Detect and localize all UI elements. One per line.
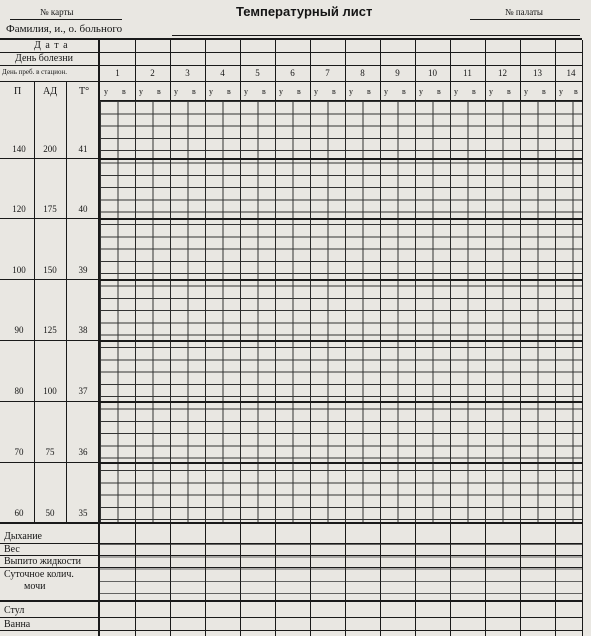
weight-label: Вес (4, 544, 20, 555)
pulse-header: П (14, 86, 22, 97)
respiration-label: Дыхание (4, 531, 42, 542)
card-number-line (10, 19, 122, 20)
bp-125: 125 (43, 325, 57, 335)
row-line-urine (0, 600, 582, 602)
day-6: 6 (290, 68, 295, 78)
bp-200: 200 (43, 144, 57, 154)
shift-evening: в (437, 87, 441, 96)
bp-75: 75 (45, 447, 55, 457)
shift-morning: у (419, 87, 423, 96)
grid-major-2 (100, 218, 582, 220)
shift-morning: у (139, 87, 143, 96)
shift-morning: у (384, 87, 388, 96)
scale-divider-3 (0, 279, 98, 280)
patient-name-line (172, 35, 580, 36)
day-4: 4 (220, 68, 225, 78)
pulse-60: 60 (14, 508, 24, 518)
day-5: 5 (255, 68, 260, 78)
day-14: 14 (566, 68, 576, 78)
bp-100: 100 (43, 386, 57, 396)
pulse-90: 90 (14, 325, 24, 335)
shift-morning: у (279, 87, 283, 96)
bath-label: Ванна (4, 619, 31, 630)
shift-evening: в (297, 87, 301, 96)
fluid-intake-label: Выпито жидкости (4, 556, 81, 567)
day-10: 10 (428, 68, 437, 78)
scale-divider-5 (0, 401, 98, 402)
row-line-stool (0, 617, 582, 618)
temp-38: 38 (78, 325, 88, 335)
date-row-label: Д а т а (34, 40, 69, 51)
day-sep-right (582, 40, 583, 636)
shift-morning: у (174, 87, 178, 96)
scale-separator-1 (34, 82, 35, 522)
shift-evening: в (574, 87, 578, 96)
scale-divider-6 (0, 462, 98, 463)
temp-header: Т° (79, 86, 90, 97)
shift-morning: у (454, 87, 458, 96)
pulse-70: 70 (14, 447, 24, 457)
bp-175: 175 (43, 204, 57, 214)
scale-divider-2 (0, 218, 98, 219)
day-8: 8 (360, 68, 365, 78)
pulse-120: 120 (12, 204, 26, 214)
table-top-border (0, 38, 582, 40)
bp-header: АД (43, 86, 58, 97)
shift-morning: у (314, 87, 318, 96)
pulse-140: 140 (12, 144, 26, 154)
shift-evening: в (227, 87, 231, 96)
illness-day-row-label: День болезни (15, 53, 73, 64)
shift-evening: в (262, 87, 266, 96)
grid-major-4 (100, 340, 582, 342)
shift-morning: у (349, 87, 353, 96)
grid-major-3 (100, 279, 582, 281)
grid-major-5 (100, 401, 582, 403)
temp-37: 37 (78, 386, 88, 396)
bp-150: 150 (43, 265, 57, 275)
bottom-rows-grid[interactable] (100, 544, 582, 600)
scale-separator-2 (66, 82, 67, 522)
daily-urine-label: Суточное колич. (4, 569, 74, 580)
shift-evening: в (122, 87, 126, 96)
page-title: Температурный лист (236, 4, 373, 19)
day-13: 13 (533, 68, 542, 78)
day-1: 1 (115, 68, 120, 78)
day-3: 3 (185, 68, 190, 78)
day-9: 9 (395, 68, 400, 78)
grid-major-6 (100, 462, 582, 464)
shift-morning: у (209, 87, 213, 96)
temperature-chart-grid[interactable] (100, 101, 582, 522)
shift-evening: в (192, 87, 196, 96)
shift-evening: в (472, 87, 476, 96)
shift-morning: у (559, 87, 563, 96)
shift-evening: в (542, 87, 546, 96)
temp-35: 35 (78, 508, 88, 518)
shift-morning: у (244, 87, 248, 96)
ward-number-label: № палаты (505, 7, 543, 17)
shift-morning: у (489, 87, 493, 96)
temp-39: 39 (78, 265, 88, 275)
day-11: 11 (463, 68, 472, 78)
hospital-day-row-label: День преб. в стацион. (2, 68, 67, 76)
header-line-2 (0, 65, 582, 66)
header-line-1 (0, 52, 582, 53)
day-2: 2 (150, 68, 155, 78)
pulse-100: 100 (12, 265, 26, 275)
day-12: 12 (498, 68, 507, 78)
shift-morning: у (104, 87, 108, 96)
patient-name-label: Фамилия, и., о. больного (6, 23, 123, 35)
day-7: 7 (325, 68, 330, 78)
shift-evening: в (367, 87, 371, 96)
scale-divider-4 (0, 340, 98, 341)
pulse-80: 80 (14, 386, 24, 396)
scale-bottom-border (0, 522, 582, 524)
daily-urine-label-2: мочи (24, 581, 46, 592)
temp-36: 36 (78, 447, 88, 457)
row-line-bath (0, 630, 582, 631)
shift-evening: в (507, 87, 511, 96)
shift-evening: в (332, 87, 336, 96)
card-number-label: № карты (40, 7, 74, 17)
header-line-3 (0, 81, 582, 82)
ward-number-line (470, 19, 580, 20)
bp-50: 50 (45, 508, 55, 518)
shift-evening: в (402, 87, 406, 96)
temp-41: 41 (78, 144, 88, 154)
grid-major-1 (100, 158, 582, 160)
shift-evening: в (157, 87, 161, 96)
stool-label: Стул (4, 605, 25, 616)
scale-divider-1 (0, 158, 98, 159)
temp-40: 40 (78, 204, 88, 214)
shift-morning: у (524, 87, 528, 96)
